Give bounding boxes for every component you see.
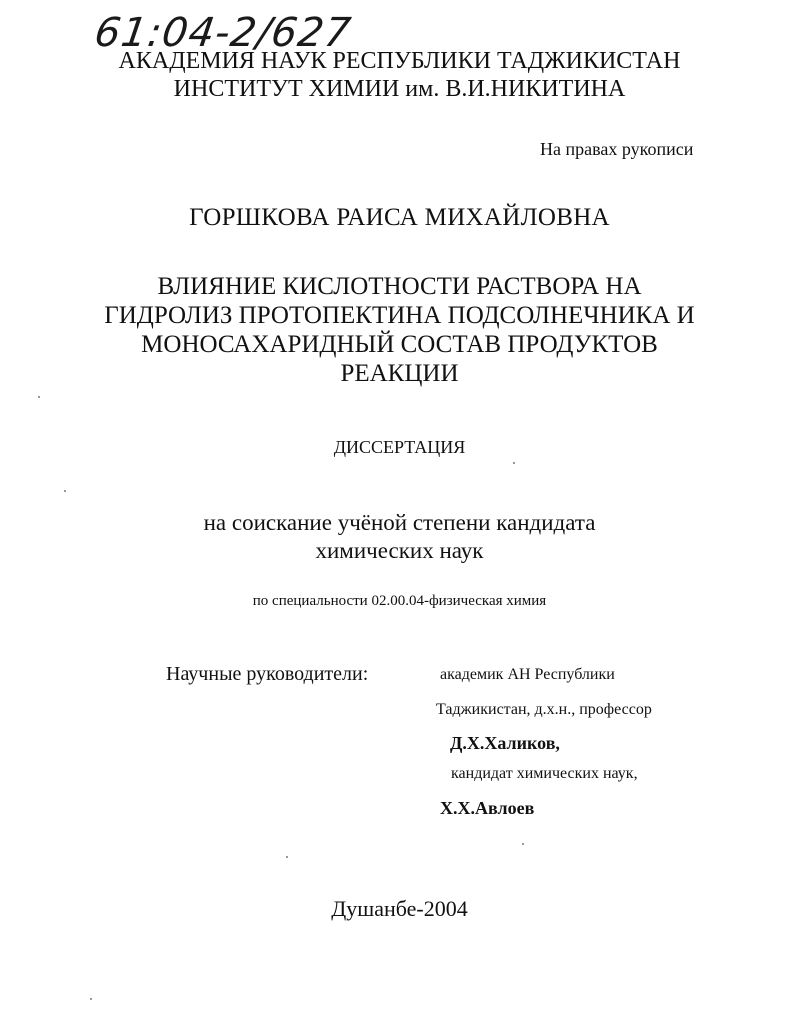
rights-note: На правах рукописи xyxy=(540,139,694,159)
scan-speck xyxy=(38,396,40,398)
degree-statement xyxy=(0,509,799,565)
scan-speck xyxy=(522,843,524,845)
scan-speck xyxy=(286,856,288,858)
handwritten-archive-code: 61:04-2/627 xyxy=(91,10,355,56)
degree-line: на соискание учёной степени кандидата xyxy=(203,510,596,535)
author-name: ГОРШКОВА РАИСА МИХАЙЛОВНА xyxy=(189,204,610,231)
degree-line: химических наук xyxy=(315,538,484,563)
dissertation-title xyxy=(0,272,799,388)
supervisor-title-line: академик АН Республики xyxy=(440,666,615,683)
title-line: РЕАКЦИИ xyxy=(340,360,459,387)
specialty: по специальности 02.00.04-физическая химия xyxy=(252,593,547,609)
supervisor-name: Д.Х.Халиков, xyxy=(450,733,560,753)
title-line: ГИДРОЛИЗ ПРОТОПЕКТИНА ПОДСОЛНЕЧНИКА И xyxy=(104,302,695,329)
city-year: Душанбе-2004 xyxy=(331,896,468,921)
scan-speck xyxy=(513,462,515,464)
document-type: ДИССЕРТАЦИЯ xyxy=(333,437,466,457)
scan-speck xyxy=(90,998,92,1000)
institute-name: ИНСТИТУТ ХИМИИ им. В.И.НИКИТИНА xyxy=(173,76,626,102)
supervisors-label: Научные руководители: xyxy=(166,663,369,685)
supervisor-title-line: Таджикистан, д.х.н., профессор xyxy=(436,701,652,718)
academy-name: АКАДЕМИЯ НАУК РЕСПУБЛИКИ ТАДЖИКИСТАН xyxy=(118,48,681,74)
supervisor-name: Х.Х.Авлоев xyxy=(440,798,535,818)
supervisor-title-line: кандидат химических наук, xyxy=(451,765,638,782)
scan-speck xyxy=(64,490,66,492)
title-line: ВЛИЯНИЕ КИСЛОТНОСТИ РАСТВОРА НА xyxy=(157,273,642,300)
title-line: МОНОСАХАРИДНЫЙ СОСТАВ ПРОДУКТОВ xyxy=(141,331,658,358)
